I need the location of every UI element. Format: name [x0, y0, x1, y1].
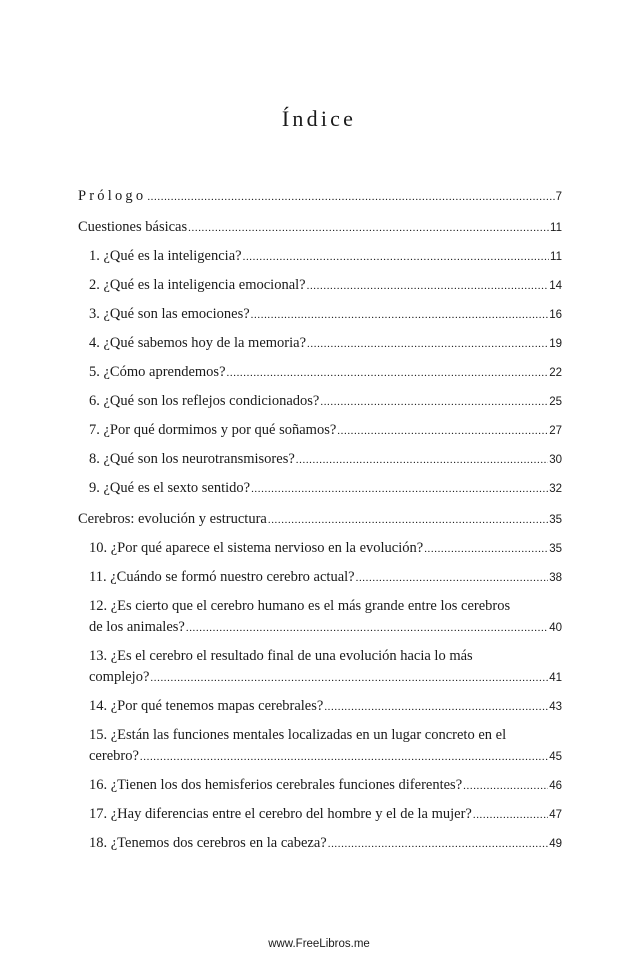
toc-entry-page: 47	[549, 809, 562, 821]
leader-dots	[251, 305, 549, 326]
toc-entry-12[interactable]	[89, 596, 562, 639]
leader-dots	[147, 187, 554, 208]
leader-dots	[424, 539, 548, 560]
toc-entry-label: 8. ¿Qué son los neurotransmisores?	[89, 451, 295, 467]
toc-entry-13[interactable]	[89, 646, 562, 689]
toc-entry-page: 16	[549, 309, 562, 321]
toc-entry-14[interactable]	[89, 696, 562, 718]
toc-entry-page: 7	[555, 191, 562, 203]
leader-dots	[307, 334, 548, 355]
toc-entry-label: 16. ¿Tienen los dos hemisferios cerebrales funciones diferentes?	[89, 777, 463, 793]
leader-dots	[307, 276, 549, 297]
toc-entry-17[interactable]	[89, 804, 562, 826]
toc-entry-label-line2: de los animales?	[89, 619, 185, 635]
leader-dots	[337, 421, 548, 442]
leader-dots	[243, 247, 549, 268]
toc-entry-prologo[interactable]	[78, 186, 562, 208]
toc-entry-page: 35	[549, 543, 562, 555]
toc-entry-label: 9. ¿Qué es el sexto sentido?	[89, 480, 251, 496]
toc-entry-9[interactable]	[89, 478, 562, 500]
leader-dots	[268, 510, 548, 531]
leader-dots	[251, 479, 548, 500]
toc-entry-label: 10. ¿Por qué aparece el sistema nervioso en la evolución?	[89, 540, 424, 556]
toc-entry-page: 46	[549, 780, 562, 792]
toc-entry-label: 1. ¿Qué es la inteligencia?	[89, 248, 242, 264]
toc-entry-label-line1: 15. ¿Están las funciones mentales localizadas en un lugar concreto en el	[89, 727, 507, 743]
toc-entry-label: 6. ¿Qué son los reflejos condicionados?	[89, 393, 320, 409]
leader-dots	[356, 568, 549, 589]
toc-entry-page: 27	[549, 425, 562, 437]
toc-entry-1[interactable]	[89, 246, 562, 268]
toc-entry-10[interactable]	[89, 538, 562, 560]
toc-entry-label-line1: 13. ¿Es el cerebro el resultado final de una evolución hacia lo más	[89, 648, 473, 664]
toc-entry-label: 2. ¿Qué es la inteligencia emocional?	[89, 277, 306, 293]
toc-entry-label: 17. ¿Hay diferencias entre el cerebro del hombre y el de la mujer?	[89, 806, 472, 822]
toc-entry-page: 25	[549, 396, 562, 408]
toc-entry-8[interactable]	[89, 449, 562, 471]
toc-entry-page: 43	[549, 701, 562, 713]
toc-entry-page: 14	[549, 280, 562, 292]
toc-entry-page: 49	[549, 838, 562, 850]
leader-dots	[140, 747, 548, 768]
leader-dots	[186, 618, 548, 639]
toc-entry-page: 11	[550, 251, 562, 263]
index-title: Índice	[281, 106, 357, 131]
leader-dots	[463, 776, 548, 797]
toc-entry-label: 5. ¿Cómo aprendemos?	[89, 364, 226, 380]
toc-entry-page: 41	[549, 672, 562, 684]
toc-entry-label: 4. ¿Qué sabemos hoy de la memoria?	[89, 335, 307, 351]
toc-entry-3[interactable]	[89, 304, 562, 326]
toc-entry-label-line1: 12. ¿Es cierto que el cerebro humano es el más grande entre los cerebros	[89, 598, 511, 614]
toc-entry-label-line2: cerebro?	[89, 748, 139, 764]
leader-dots	[296, 450, 548, 471]
toc-entry-label-line2: complejo?	[89, 669, 150, 685]
toc-entry-label: Cerebros: evolución y estructura	[78, 511, 267, 527]
toc-entry-page: 38	[549, 572, 562, 584]
toc-entry-page: 35	[549, 514, 562, 526]
toc-entry-label: Prólogo	[78, 188, 147, 204]
toc-entry-16[interactable]	[89, 775, 562, 797]
toc-entry-label: 11. ¿Cuándo se formó nuestro cerebro actual?	[89, 569, 355, 585]
toc-entry-label: 14. ¿Por qué tenemos mapas cerebrales?	[89, 698, 324, 714]
toc-entry-page: 19	[549, 338, 562, 350]
toc-entry-label: Cuestiones básicas	[78, 219, 188, 235]
toc-entry-2[interactable]	[89, 275, 562, 297]
toc-entry-label: 3. ¿Qué son las emociones?	[89, 306, 250, 322]
toc-entry-page: 22	[549, 367, 562, 379]
leader-dots	[188, 218, 549, 239]
leader-dots	[150, 668, 548, 689]
leader-dots	[473, 805, 548, 826]
toc-entry-15[interactable]	[89, 725, 562, 768]
toc-entry-label: 7. ¿Por qué dormimos y por qué soñamos?	[89, 422, 337, 438]
leader-dots	[320, 392, 548, 413]
leader-dots	[328, 834, 548, 855]
toc-entry-7[interactable]	[89, 420, 562, 442]
toc-entry-18[interactable]	[89, 833, 562, 855]
toc-entry-page: 30	[549, 454, 562, 466]
toc-entry-5[interactable]	[89, 362, 562, 384]
toc-section-cerebros[interactable]	[78, 509, 562, 531]
toc-entry-page: 45	[549, 751, 562, 763]
toc-entry-label: 18. ¿Tenemos dos cerebros en la cabeza?	[89, 835, 327, 851]
toc-entry-page: 40	[549, 622, 562, 634]
toc-entry-page: 11	[550, 222, 562, 234]
toc-entry-4[interactable]	[89, 333, 562, 355]
toc-section-cuestiones-basicas[interactable]	[78, 217, 562, 239]
leader-dots	[227, 363, 549, 384]
toc-entry-11[interactable]	[89, 567, 562, 589]
toc-entry-6[interactable]	[89, 391, 562, 413]
leader-dots	[324, 697, 548, 718]
toc-entry-page: 32	[549, 483, 562, 495]
footer-url: www.FreeLibros.me	[268, 938, 370, 950]
